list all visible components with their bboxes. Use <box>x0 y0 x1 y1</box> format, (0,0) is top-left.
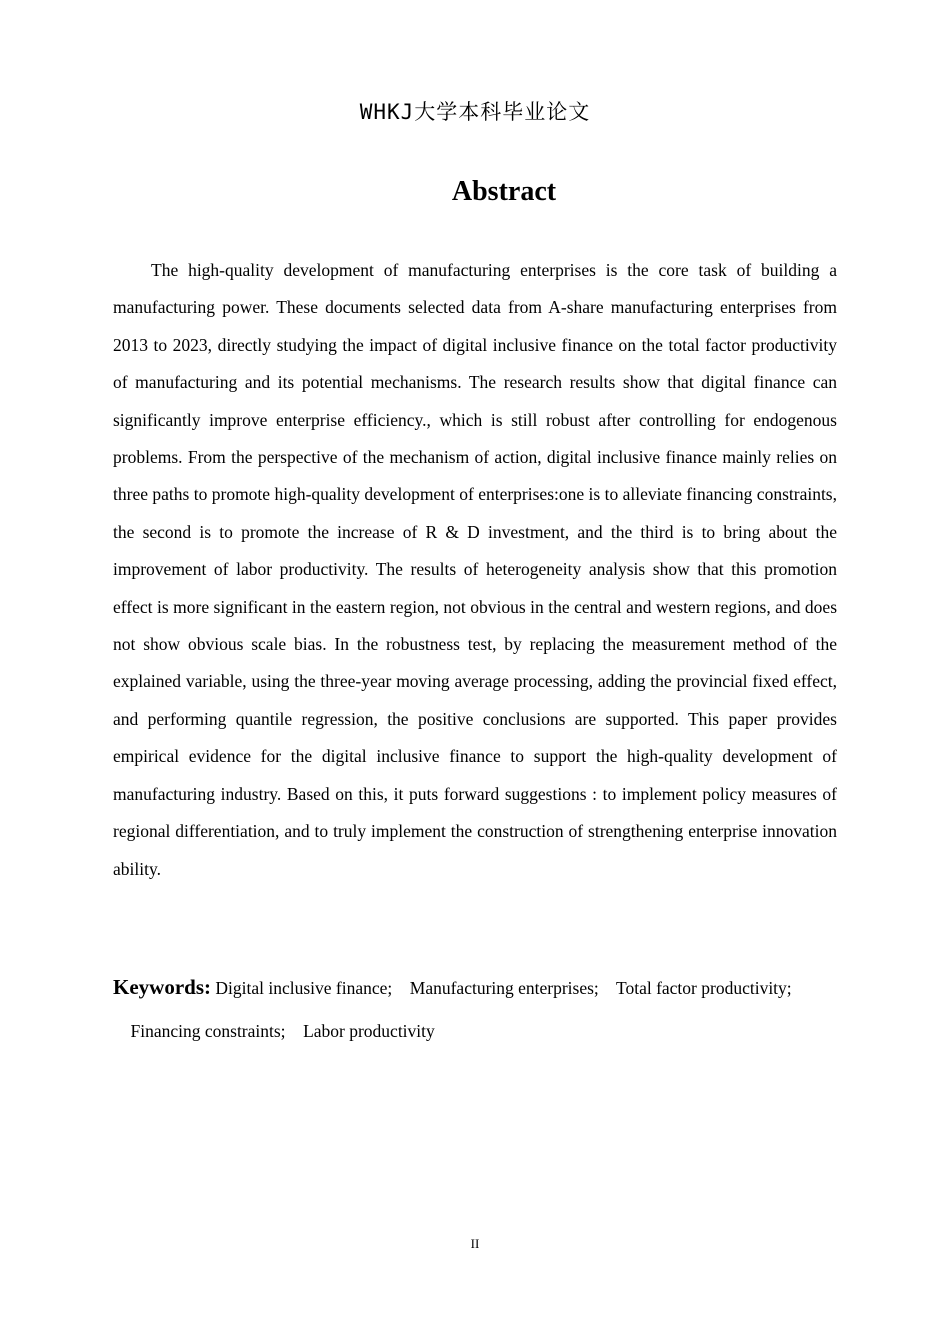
keywords-section <box>113 966 837 1053</box>
abstract-body: The high-quality development of manufacturing enterprises is the core task of building a manufacturing power. These documents selected data from A-share manufacturing enterprises from 2013 to 2023, directly studying the impact of digital inclusive finance on the total factor productivity of manufacturing and its potential mechanisms. The research results show that digital finance can significantly improve enterprise efficiency., which is still robust after controlling for endogenous problems. From the perspective of the mechanism of action, digital inclusive finance mainly relies on three paths to promote high-quality development of enterprises:one is to alleviate financing constraints, the second is to promote the increase of R & D investment, and the third is to bring about the improvement of labor productivity. The results of heterogeneity analysis show that this promotion effect is more significant in the eastern region, not obvious in the central and western regions, and does not show obvious scale bias. In the robustness test, by replacing the measurement method of the explained variable, using the three-year moving average processing, adding the provincial fixed effect, and performing quantile regression, the positive conclusions are supported. This paper provides empirical evidence for the digital inclusive finance to support the high-quality development of manufacturing industry. Based on this, it puts forward suggestions : to implement policy measures of regional differentiation, and to truly implement the construction of strengthening enterprise innovation ability. <box>113 260 837 879</box>
keyword-item: Digital inclusive finance; <box>215 978 393 998</box>
keyword-item: Labor productivity <box>303 1021 435 1041</box>
abstract-title: Abstract <box>451 176 557 207</box>
page-number: II <box>470 1236 480 1251</box>
keywords-label: Keywords: <box>113 975 211 999</box>
keyword-item: Financing constraints; <box>130 1021 286 1041</box>
keyword-item: Manufacturing enterprises; <box>409 978 599 998</box>
running-header: WHKJ大学本科毕业论文 <box>359 100 591 124</box>
keyword-item: Total factor productivity; <box>615 978 792 998</box>
